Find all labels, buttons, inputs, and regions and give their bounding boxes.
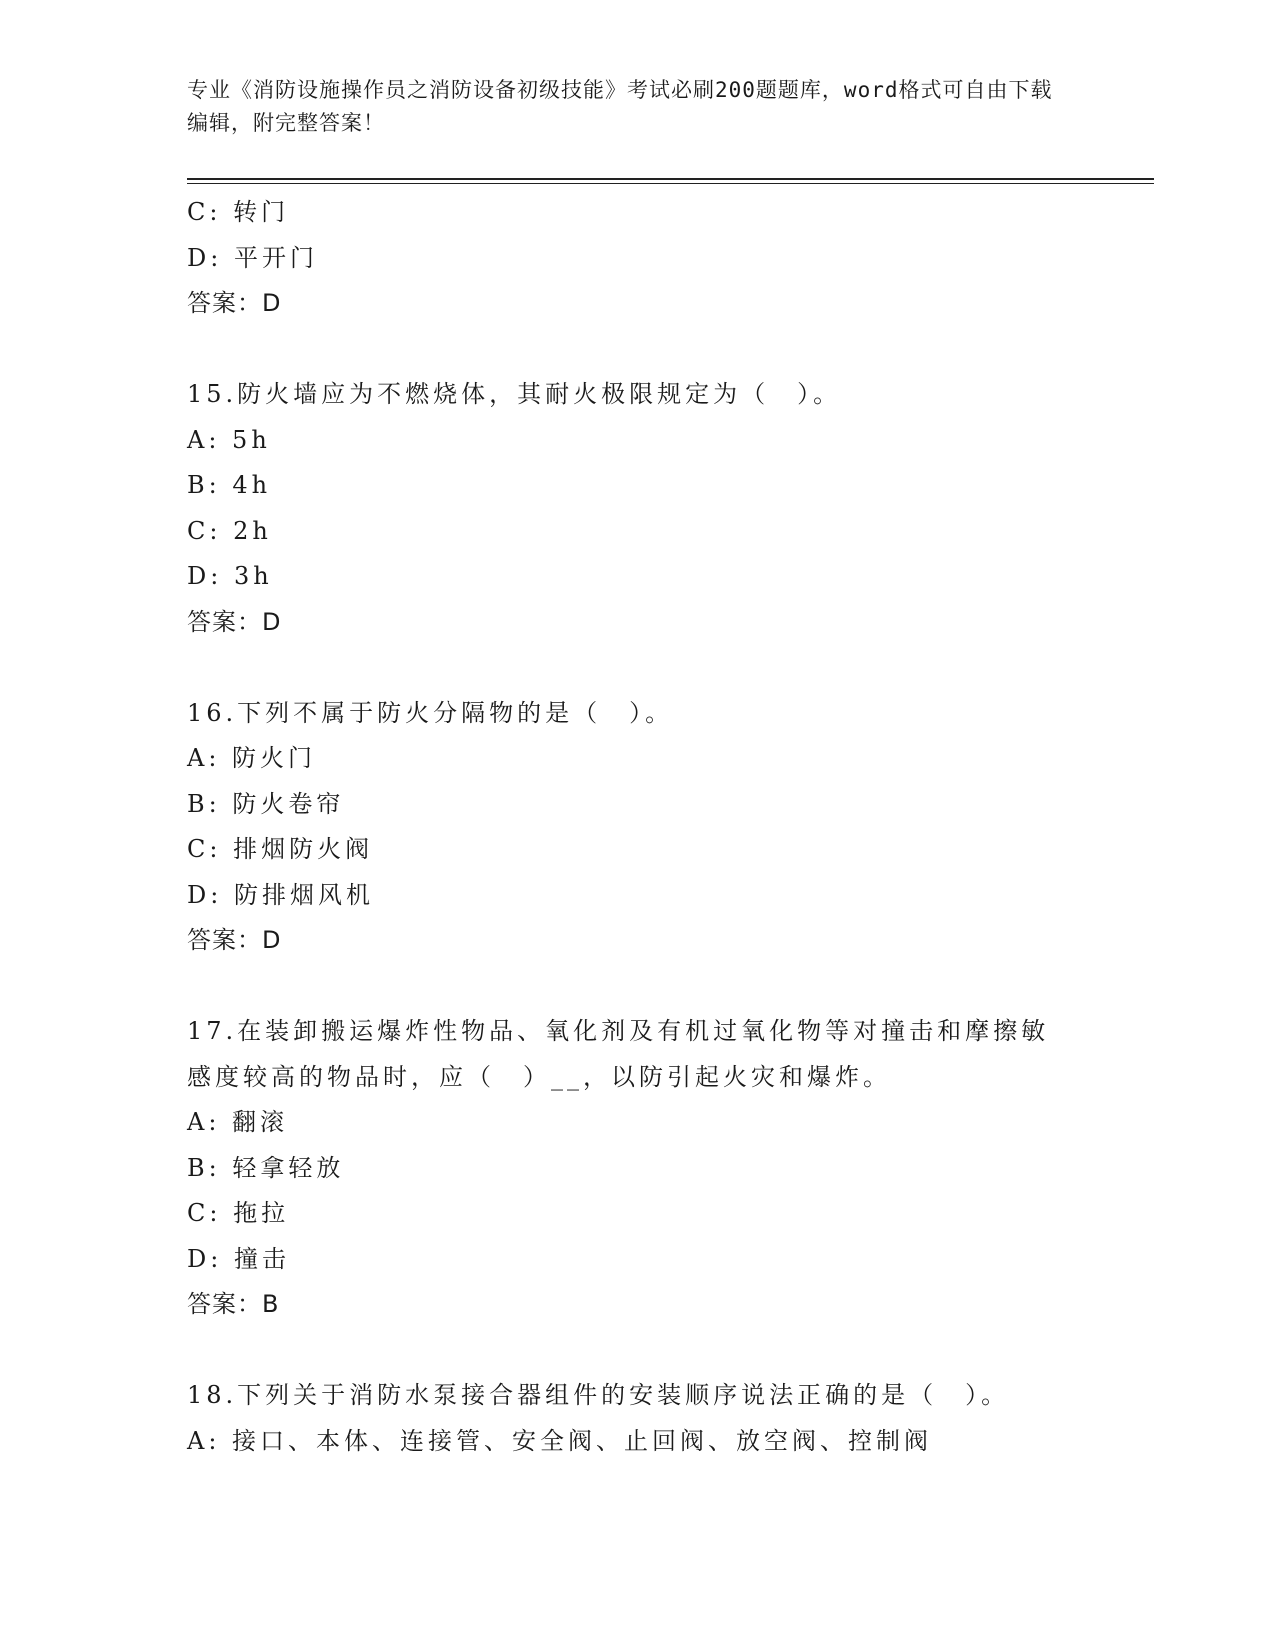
q14-option-c: C: 转门 [187,198,290,226]
q18-question: 18.下列关于消防水泵接合器组件的安装顺序说法正确的是（ ）。 [187,1381,1010,1409]
question-16 [187,691,1087,964]
spacer [187,327,1087,373]
q15-option-d: D: 3h [187,562,273,590]
q15-question: 15.防火墙应为不燃烧体，其耐火极限规定为（ ）。 [187,380,842,408]
question-17 [187,1009,1087,1328]
q16-option-b: B: 防火卷帘 [187,789,345,818]
header-title: 专业《消防设施操作员之消防设备初级技能》考试必刷200题题库，word格式可自由下载编辑，附完整答案！ [187,78,1053,135]
question-content [187,190,1087,1464]
question-18 [187,1373,1087,1464]
q17-option-a: A: 翻滚 [187,1108,289,1136]
q16-option-a: A: 防火门 [187,744,317,772]
q15-answer: 答案：D [187,607,282,636]
q16-option-d: D: 防排烟风机 [187,880,374,909]
q15-option-b: B: 4h [187,471,272,499]
q17-option-c: C: 拖拉 [187,1199,290,1227]
header-rule-thick [187,178,1154,180]
q18-option-a: A: 接口、本体、连接管、安全阀、止回阀、放空阀、控制阀 [187,1426,933,1455]
spacer [187,964,1087,1010]
q16-option-c: C: 排烟防火阀 [187,835,374,863]
q14-answer: 答案：D [187,289,282,317]
spacer [187,645,1087,691]
question-14 [187,190,1087,327]
page-header [187,74,1067,140]
q17-question: 17.在装卸搬运爆炸性物品、氧化剂及有机过氧化物等对撞击和摩擦敏感度较高的物品时，应（ ）__，以防引起火灾和爆炸。 [187,1017,1050,1091]
q17-option-b: B: 轻拿轻放 [187,1153,345,1182]
question-15 [187,372,1087,645]
spacer [187,1328,1087,1374]
q14-option-d: D: 平开门 [187,243,318,272]
header-rule-thin [187,183,1154,184]
q15-option-a: A: 5h [187,425,271,454]
q16-answer: 答案：D [187,926,282,954]
q15-option-c: C: 2h [187,516,272,545]
q16-question: 16.下列不属于防火分隔物的是（ ）。 [187,698,674,727]
q17-option-d: D: 撞击 [187,1244,290,1273]
q17-answer: 答案：B [187,1290,280,1318]
